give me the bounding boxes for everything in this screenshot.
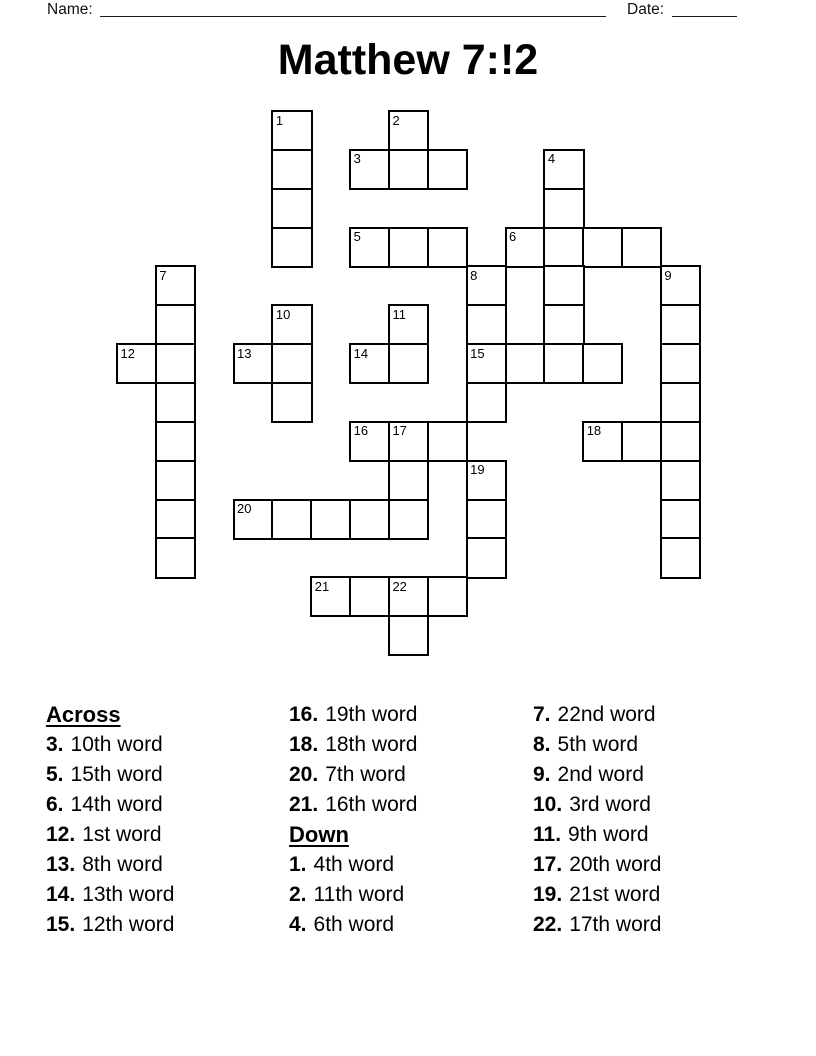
- grid-cell[interactable]: [349, 499, 390, 540]
- grid-cell[interactable]: [466, 499, 507, 540]
- clue-item: [533, 730, 783, 760]
- clue-number: 10.: [533, 793, 563, 816]
- grid-cell-number: 22: [392, 578, 407, 594]
- clue-number: 3.: [46, 733, 64, 756]
- grid-cell[interactable]: [388, 460, 429, 501]
- grid-cell[interactable]: [582, 421, 623, 462]
- clue-number: 16.: [289, 703, 319, 726]
- clue-text: 13th word: [82, 883, 175, 906]
- clue-item: [46, 730, 296, 760]
- clue-item: [533, 790, 783, 820]
- clue-item: [533, 820, 783, 850]
- clue-item: [46, 880, 296, 910]
- clue-number: 5.: [46, 763, 64, 786]
- grid-cell[interactable]: [466, 304, 507, 345]
- clue-item: [289, 910, 539, 940]
- grid-cell-number: 13: [237, 345, 252, 361]
- grid-cell[interactable]: [660, 537, 701, 578]
- grid-cell[interactable]: [388, 499, 429, 540]
- grid-cell[interactable]: [271, 304, 312, 345]
- grid-cell[interactable]: [271, 188, 312, 229]
- grid-cell[interactable]: [349, 227, 390, 268]
- grid-cell-number: 8: [470, 267, 478, 283]
- grid-cell[interactable]: [505, 343, 546, 384]
- grid-cell-number: 10: [275, 306, 291, 322]
- grid-cell[interactable]: [155, 421, 196, 462]
- grid-cell[interactable]: [582, 227, 623, 268]
- grid-cell-number: 18: [586, 423, 602, 439]
- grid-cell[interactable]: [543, 227, 584, 268]
- across-header: Across: [46, 702, 121, 727]
- clue-number: 14.: [46, 883, 76, 906]
- grid-cell[interactable]: [427, 149, 468, 190]
- clue-text: 19th word: [325, 703, 418, 726]
- grid-cell[interactable]: [155, 499, 196, 540]
- grid-cell[interactable]: [349, 343, 390, 384]
- clue-text: 8th word: [82, 853, 163, 876]
- grid-cell-number: 17: [392, 423, 407, 439]
- grid-cell[interactable]: [388, 227, 429, 268]
- clue-number: 20.: [289, 763, 319, 786]
- clue-number: 8.: [533, 733, 551, 756]
- grid-cell-number: 4: [547, 151, 556, 167]
- grid-cell[interactable]: [233, 343, 274, 384]
- grid-cell[interactable]: [466, 382, 507, 423]
- grid-cell-number: 20: [237, 501, 252, 516]
- grid-cell[interactable]: [621, 227, 662, 268]
- name-label: Name:: [47, 1, 93, 18]
- grid-cell-number: 15: [470, 345, 485, 361]
- grid-cell[interactable]: [271, 149, 312, 190]
- grid-cell-number: 19: [470, 462, 485, 478]
- clue-column-middle: [289, 700, 539, 940]
- clue-text: 9th word: [568, 823, 649, 846]
- clue-item: [46, 760, 296, 790]
- grid-cell[interactable]: [388, 149, 429, 190]
- clue-number: 1.: [289, 853, 307, 876]
- clue-text: 2nd word: [557, 763, 644, 786]
- grid-cell-number: 9: [664, 267, 672, 283]
- grid-cell-number: 1: [275, 112, 284, 128]
- grid-cell[interactable]: [543, 188, 584, 229]
- grid-cell[interactable]: [271, 343, 312, 384]
- grid-cell[interactable]: [388, 576, 429, 617]
- grid-cell[interactable]: [155, 460, 196, 501]
- clue-number: 12.: [46, 823, 76, 846]
- grid-cell[interactable]: [466, 460, 507, 501]
- clue-number: 11.: [533, 823, 562, 846]
- grid-cell[interactable]: [543, 343, 584, 384]
- clue-item: [533, 760, 783, 790]
- grid-cell[interactable]: [466, 343, 507, 384]
- grid-cell[interactable]: [349, 149, 390, 190]
- clue-item: [533, 700, 783, 730]
- grid-cell[interactable]: [543, 304, 584, 345]
- grid-cell[interactable]: [660, 382, 701, 423]
- grid-cell[interactable]: [427, 227, 468, 268]
- grid-cell-number: 16: [353, 423, 369, 439]
- clue-item: [289, 790, 539, 820]
- grid-cell[interactable]: [155, 382, 196, 423]
- clue-item: [289, 880, 539, 910]
- grid-cell-number: 2: [392, 112, 400, 128]
- clue-column-down: [533, 700, 783, 940]
- grid-cell[interactable]: [621, 421, 662, 462]
- grid-cell[interactable]: [116, 343, 157, 384]
- grid-cell[interactable]: [660, 460, 701, 501]
- clue-item: [46, 850, 296, 880]
- clue-text: 16th word: [325, 793, 418, 816]
- grid-cell[interactable]: [660, 343, 701, 384]
- grid-cell-number: 11: [392, 306, 406, 322]
- grid-cell[interactable]: [271, 382, 312, 423]
- clue-text: 17th word: [569, 913, 662, 936]
- grid-cell-number: 6: [509, 229, 517, 245]
- clue-text: 10th word: [70, 733, 163, 756]
- clue-number: 4.: [289, 913, 307, 936]
- clue-item: [533, 850, 783, 880]
- grid-cell[interactable]: [427, 421, 468, 462]
- clue-number: 22.: [533, 913, 563, 936]
- grid-cell[interactable]: [271, 227, 312, 268]
- clue-number: 13.: [46, 853, 76, 876]
- clue-text: 14th word: [70, 793, 163, 816]
- grid-cell[interactable]: [271, 110, 312, 151]
- date-label: Date:: [627, 1, 665, 18]
- down-header: Down: [289, 822, 349, 847]
- clue-item: [46, 820, 296, 850]
- grid-cell[interactable]: [582, 343, 623, 384]
- grid-cell-number: 3: [353, 151, 361, 167]
- clue-number: 18.: [289, 733, 319, 756]
- grid-cell[interactable]: [660, 421, 701, 462]
- clue-item: [289, 850, 539, 880]
- clue-number: 21.: [289, 793, 319, 816]
- grid-cell[interactable]: [660, 304, 701, 345]
- grid-cell[interactable]: [505, 227, 546, 268]
- clue-text: 5th word: [557, 733, 639, 756]
- grid-cell[interactable]: [543, 149, 584, 190]
- grid-cell[interactable]: [660, 265, 701, 306]
- grid-cell[interactable]: [155, 343, 196, 384]
- clue-text: 18th word: [325, 733, 418, 756]
- clue-number: 7.: [533, 703, 551, 726]
- clue-number: 2.: [289, 883, 307, 906]
- grid-cell[interactable]: [466, 537, 507, 578]
- grid-cell[interactable]: [349, 421, 390, 462]
- clue-item: [533, 880, 783, 910]
- clue-text: 6th word: [313, 913, 395, 936]
- clue-text: 15th word: [70, 763, 163, 786]
- grid-cell[interactable]: [155, 537, 196, 578]
- clue-number: 17.: [533, 853, 563, 876]
- grid-cell[interactable]: [660, 499, 701, 540]
- grid-cell[interactable]: [310, 499, 351, 540]
- clue-column-across: [46, 700, 296, 940]
- grid-cell[interactable]: [310, 576, 351, 617]
- clue-item: [533, 910, 783, 940]
- clue-item: [289, 730, 539, 760]
- clue-number: 6.: [46, 793, 64, 816]
- grid-cell[interactable]: [155, 265, 196, 306]
- clue-text: 20th word: [569, 853, 662, 876]
- grid-cell-number: 21: [314, 578, 330, 594]
- grid-cell-number: 7: [159, 267, 167, 283]
- grid-cell[interactable]: [388, 343, 429, 384]
- clue-text: 11th word: [313, 883, 405, 906]
- clue-text: 4th word: [313, 853, 395, 876]
- grid-cell[interactable]: [388, 615, 429, 656]
- grid-cell[interactable]: [388, 304, 429, 345]
- grid-cell[interactable]: [271, 499, 312, 540]
- clue-item: [46, 790, 296, 820]
- clue-number: 9.: [533, 763, 551, 786]
- clue-text: 7th word: [325, 763, 406, 786]
- clue-number: 15.: [46, 913, 76, 936]
- grid-cell[interactable]: [427, 576, 468, 617]
- clue-text: 1st word: [82, 823, 162, 846]
- clue-number: 19.: [533, 883, 563, 906]
- grid-cell[interactable]: [388, 110, 429, 151]
- grid-cell[interactable]: [543, 265, 584, 306]
- grid-cell-number: 12: [120, 345, 135, 361]
- grid-cell-number: 5: [353, 229, 361, 245]
- clue-text: 12th word: [82, 913, 175, 936]
- grid-cell[interactable]: [388, 421, 429, 462]
- clue-text: 3rd word: [569, 793, 651, 816]
- clue-item: [46, 910, 296, 940]
- clue-item: [289, 700, 539, 730]
- grid-cell[interactable]: [466, 265, 507, 306]
- grid-cell-number: 14: [353, 345, 369, 361]
- page-title: Matthew 7:!2: [277, 36, 539, 84]
- grid-cell[interactable]: [233, 499, 274, 540]
- clue-text: 22nd word: [557, 703, 656, 726]
- clue-text: 21st word: [569, 883, 661, 906]
- grid-cell[interactable]: [349, 576, 390, 617]
- grid-cell[interactable]: [155, 304, 196, 345]
- clue-item: [289, 760, 539, 790]
